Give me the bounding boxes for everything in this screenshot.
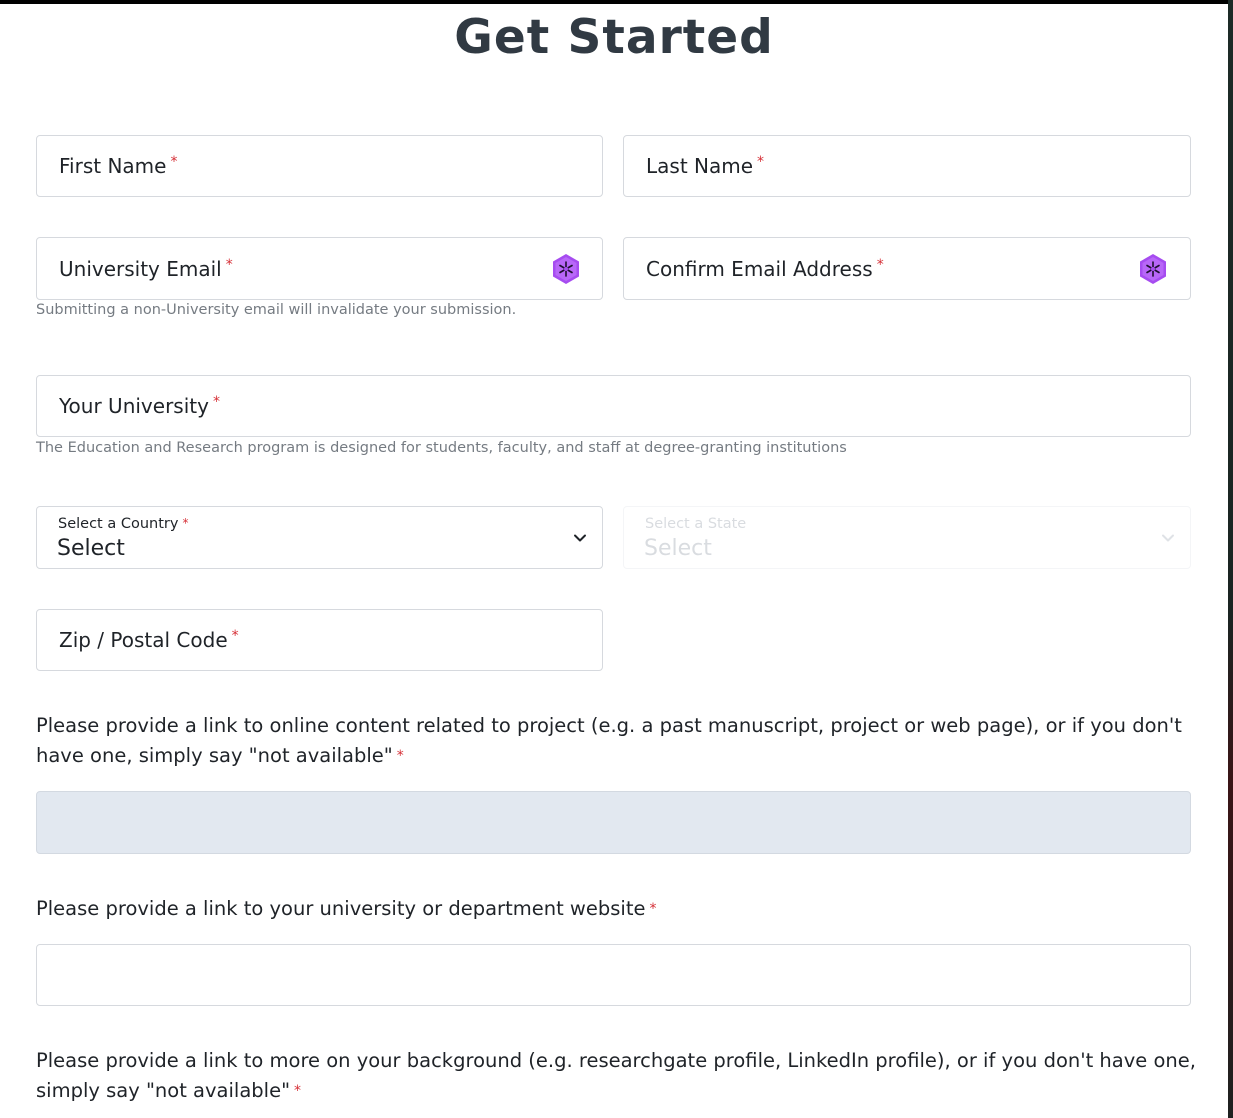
confirm-email-label: Confirm Email Address * bbox=[646, 256, 884, 281]
window-edge bbox=[1228, 0, 1233, 1118]
required-asterisk: * bbox=[757, 154, 765, 170]
chevron-down-icon bbox=[1160, 530, 1176, 546]
required-asterisk: * bbox=[212, 394, 220, 410]
last-name-label: Last Name * bbox=[646, 154, 765, 178]
password-manager-icon[interactable] bbox=[1137, 253, 1169, 285]
required-asterisk: * bbox=[876, 256, 884, 273]
required-asterisk: * bbox=[225, 256, 233, 273]
online-content-input[interactable] bbox=[36, 791, 1191, 854]
page-title: Get Started bbox=[454, 10, 774, 65]
required-asterisk: * bbox=[649, 901, 657, 917]
chevron-down-icon bbox=[572, 530, 588, 546]
country-select-label: Select a Country * bbox=[58, 516, 189, 532]
state-select-value: Select bbox=[644, 536, 712, 561]
first-name-field[interactable] bbox=[36, 135, 603, 197]
required-asterisk: * bbox=[182, 516, 189, 530]
required-asterisk: * bbox=[294, 1083, 302, 1099]
online-content-question: Please provide a link to online content related to project (e.g. a past manuscript, project or web page), or if you don't have one, simply say "not available" * bbox=[36, 714, 1182, 767]
confirm-email-field[interactable] bbox=[623, 237, 1191, 300]
country-select-value: Select bbox=[57, 536, 125, 561]
required-asterisk: * bbox=[396, 748, 404, 764]
top-border bbox=[0, 0, 1233, 4]
university-field[interactable] bbox=[36, 375, 1191, 437]
university-website-question: Please provide a link to your university or department website * bbox=[36, 897, 657, 920]
university-email-label: University Email * bbox=[59, 256, 233, 281]
first-name-label: First Name * bbox=[59, 154, 178, 178]
university-email-hint: Submitting a non-University email will invalidate your submission. bbox=[36, 302, 517, 318]
password-manager-icon[interactable] bbox=[550, 253, 582, 285]
country-select[interactable] bbox=[36, 506, 603, 569]
required-asterisk: * bbox=[170, 154, 178, 170]
university-website-input[interactable] bbox=[36, 944, 1191, 1006]
required-asterisk: * bbox=[231, 628, 239, 644]
state-select-label: Select a State bbox=[645, 516, 747, 532]
zip-label: Zip / Postal Code * bbox=[59, 628, 239, 652]
university-hint: The Education and Research program is designed for students, faculty, and staff at degree-granting institutions bbox=[36, 440, 847, 456]
background-question: Please provide a link to more on your background (e.g. researchgate profile, LinkedIn profile), or if you don't have one, simply say "not available" * bbox=[36, 1049, 1196, 1102]
university-email-field[interactable] bbox=[36, 237, 603, 300]
zip-field[interactable] bbox=[36, 609, 603, 671]
state-select bbox=[623, 506, 1191, 569]
university-label: Your University * bbox=[59, 394, 220, 418]
last-name-field[interactable] bbox=[623, 135, 1191, 197]
